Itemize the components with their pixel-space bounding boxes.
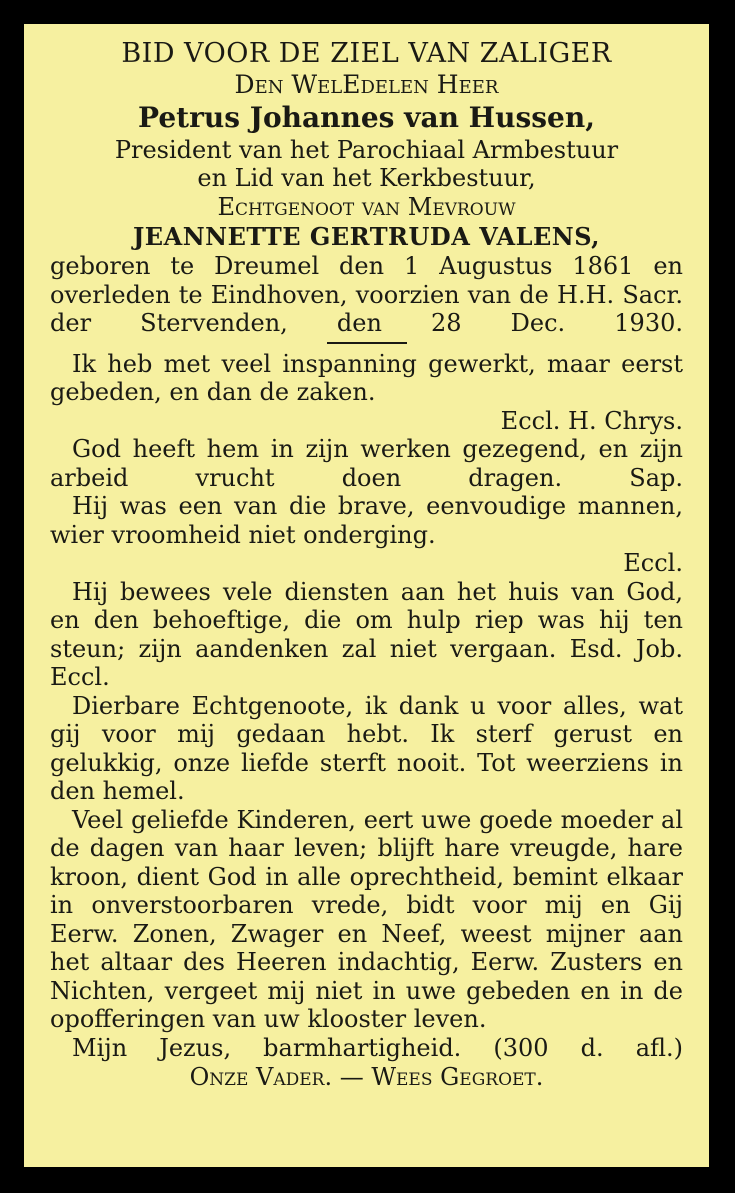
closing-prayers: Onze Vader. — Wees Gegroet.	[189, 1063, 544, 1091]
indulgence: (300 d. afl.)	[493, 1033, 683, 1062]
role-line-2: en Lid van het Kerkbestuur,	[197, 164, 536, 192]
spouse-name: JEANNETTE GERTRUDA VALENS,	[132, 222, 601, 251]
text-6: Veel geliefde Kinderen, eert uwe goede moeder al de dagen van haar leven; blijft hare vreugde, hare kroon, dient God in alle oprechtheid, bemint elkaar in onverstoorbaren vrede, bidt voor mij en Gij Eerw. Zonen, Zwager en Neef, weest mijner aan het altaar des Heeren indachtig, Eerw. Zusters en Nichten, vergeet mij niet in uwe gebeden en in de opofferingen van uw klooster leven.	[50, 805, 683, 1033]
text-5: Dierbare Echtgenoote, ik dank u voor alles, wat gij voor mij gedaan hebt. Ik sterf gerust en gelukkig, onze liefde sterft nooit. Tot weerziens in den hemel.	[50, 691, 683, 805]
text-2-body: God heeft hem in zijn werken gezegend, en zijn arbeid vrucht doen dragen.	[50, 435, 683, 492]
text-1-source: Eccl. H. Chrys.	[500, 406, 683, 435]
text-4-source: Esd. Job. Eccl.	[50, 634, 683, 691]
divider	[327, 342, 407, 344]
memorial-card	[24, 24, 709, 1167]
prayer-line	[50, 1034, 683, 1063]
spouse-intro: Echtgenoot van Mevrouw	[217, 193, 516, 221]
text-2-source: Sap.	[629, 463, 683, 492]
text-3: Hij was een van die brave, eenvoudige mannen, wier vroomheid niet onderging.	[50, 492, 683, 549]
header-line-2: Den WelEdelen Heer	[234, 70, 499, 99]
prayer: Mijn Jezus, barmhartigheid.	[72, 1033, 462, 1062]
deceased-name: Petrus Johannes van Hussen,	[138, 101, 595, 134]
birth-death-text: geboren te Dreumel den 1 Augustus 1861 en overleden te Eindhoven, voorzien van de H.H. Sacr. der Stervenden, den 28 Dec. 1930.	[50, 252, 683, 337]
text-4-body: Hij bewees vele diensten aan het huis van God, en den behoeftige, die om hulp riep was hij ten steun; zijn aandenken zal niet vergaan.	[50, 577, 683, 663]
role-line-1: President van het Parochiaal Armbestuur	[114, 136, 619, 164]
text-2	[50, 435, 683, 492]
text-3-source: Eccl.	[623, 549, 683, 577]
text-4	[50, 578, 683, 692]
text-1: Ik heb met veel inspanning gewerkt, maar eerst gebeden, en dan de zaken.	[50, 349, 683, 406]
header-line-1: BID VOOR DE ZIEL VAN ZALIGER	[121, 38, 612, 69]
